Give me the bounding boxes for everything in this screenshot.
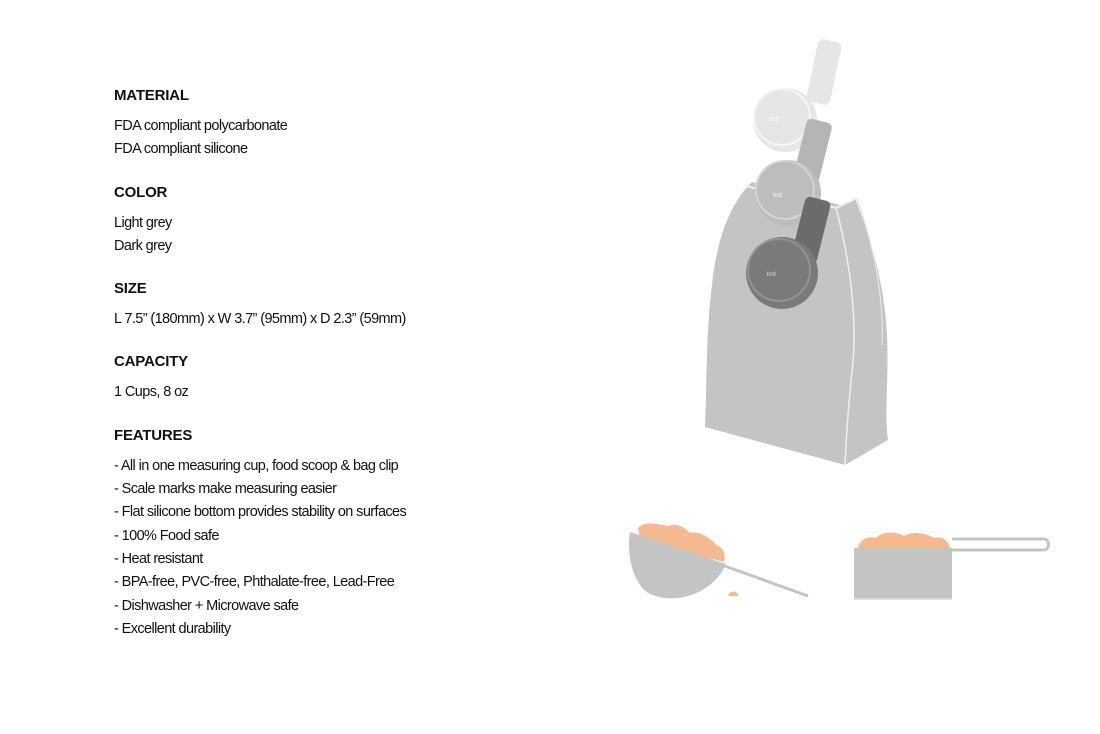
feature-item: - Heat resistant [114,550,203,567]
cup-logo: hrd [770,117,779,123]
feature-item: - Flat silicone bottom provides stability on surfaces [114,504,407,521]
scooping-cup-image [629,524,808,599]
material-section [114,86,534,162]
feature-item: - BPA-free, PVC-free, Phthalate-free, Lead-Free [114,574,395,591]
capacity-heading: CAPACITY [114,353,188,371]
size-heading: SIZE [114,280,147,298]
cup-logo: hrd [773,193,782,199]
product-specs [114,86,534,662]
size-section [114,279,534,331]
features-heading: FEATURES [114,426,193,444]
feature-item: - All in one measuring cup, food scoop & bag clip [114,457,399,474]
color-line: Dark grey [114,237,172,254]
capacity-line: 1 Cups, 8 oz [114,384,189,401]
color-heading: COLOR [114,183,168,201]
features-section [114,426,534,641]
capacity-section [114,352,534,404]
upright-cup-image [854,533,1049,600]
feature-item: - Scale marks make measuring easier [114,481,337,498]
color-line: Light grey [114,214,172,231]
feature-item: - 100% Food safe [114,527,219,544]
cup-logo: hrd [767,272,776,278]
size-line: L 7.5” (180mm) x W 3.7” (95mm) x D 2.3” (59mm) [114,311,406,328]
feature-item: - Dishwasher + Microwave safe [114,597,299,614]
material-line: FDA compliant silicone [114,141,248,158]
product-illustration [600,30,1080,620]
feature-item: - Excellent durability [114,620,231,637]
illustration-svg [600,30,1080,620]
color-section [114,183,534,259]
material-line: FDA compliant polycarbonate [114,118,288,134]
material-heading: MATERIAL [114,87,189,104]
